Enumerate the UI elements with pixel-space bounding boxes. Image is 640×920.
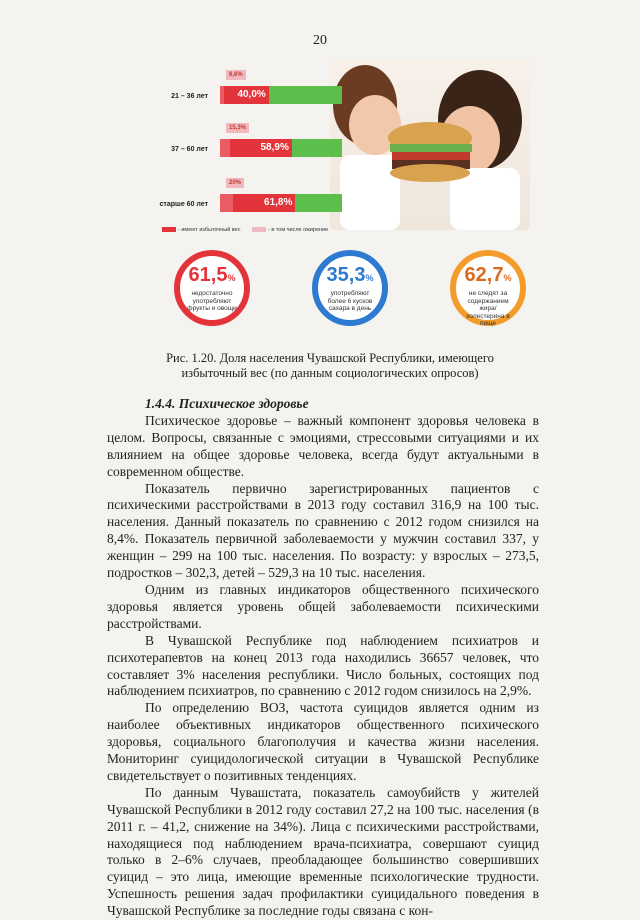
figure-caption: [120, 351, 540, 381]
legend-swatch-overweight: [162, 227, 176, 232]
bar-track: [220, 194, 342, 212]
overweight-bar: 58,9%: [220, 139, 292, 157]
caption-line: избыточный вес (по данным социологических опросов): [181, 366, 479, 380]
obesity-bar: [220, 86, 224, 104]
age-group-label: старше 60 лет: [159, 201, 208, 208]
stat-circle-sugar: [312, 250, 388, 326]
paragraph: По определению ВОЗ, частота суицидов является одним из наиболее объективных индикаторов общественного психического здоровья, социального благополучия и качества жизни населения. Мониторинг суицидологической ситуации в Чувашской Республике свидетельствует о позитивных тенденциях.: [107, 700, 539, 783]
age-group-label: 21 – 36 лет: [171, 93, 208, 100]
stat-circle-fruits: [174, 250, 250, 326]
statistics-circles: [160, 250, 550, 330]
chart-legend: [162, 227, 402, 233]
bar-track: [220, 86, 342, 104]
stat-circle-fat: [450, 250, 526, 326]
photo-women-burger: [330, 60, 530, 230]
bar-row: [120, 70, 350, 110]
overweight-bar: 61,8%: [220, 194, 295, 212]
legend-text-obesity: - в том числе ожирение: [268, 227, 329, 233]
photo-illustration: [330, 60, 530, 230]
obesity-bar: [220, 194, 233, 212]
figure-overweight: [120, 60, 540, 330]
stat-value: 62,7%: [464, 264, 512, 286]
bar-row: [120, 123, 350, 163]
stat-value: 35,3%: [326, 264, 374, 286]
age-group-label: 37 – 60 лет: [171, 146, 208, 153]
bar-row: [120, 178, 350, 218]
caption-line: Рис. 1.20. Доля населения Чувашской Республики, имеющего: [166, 351, 494, 365]
legend-swatch-obesity: [252, 227, 266, 232]
section-content: [107, 396, 539, 920]
obesity-bar: [220, 139, 230, 157]
page-number: 20: [313, 33, 327, 48]
stat-description: не следят за содержанием жира/холестерина в пище: [466, 290, 510, 327]
overweight-bar-chart: [120, 70, 350, 240]
stat-description: недостаточно употребляют фрукты и овощи: [187, 290, 237, 312]
section-title: 1.4.4. Психическое здоровье: [145, 396, 309, 411]
bar-track: [220, 139, 342, 157]
overweight-bar: 40,0%: [220, 86, 269, 104]
paragraph: Одним из главных индикаторов общественного психического здоровья является уровень общей заболеваемости психическими расстройствами.: [107, 581, 539, 631]
paragraph: В Чувашской Республике под наблюдением психиатров и психотерапевтов на конец 2013 года находились 36657 человек, что составляет 3% населения республики. Число больных, состоящих под наблюдением психиатров, по сравнению с 2012 годом снизилось на 2,9%.: [107, 632, 539, 699]
obesity-value-tag: 15,3%: [226, 123, 249, 133]
legend-text-overweight: - имеют избыточный вес: [178, 227, 241, 233]
paragraph: Психическое здоровье – важный компонент здоровья человека в целом. Вопросы, связанные с эмоциями, стрессовыми ситуациями и их влиянием на общее здоровье человека, всегда будут актуальными в современном обществе.: [107, 412, 539, 479]
legend-obesity: [252, 227, 328, 233]
obesity-value-tag: 20%: [226, 178, 244, 188]
stat-description: употребляют более 6 кусков сахара в день: [327, 290, 373, 312]
paragraph: По данным Чувашстата, показатель самоубийств у жителей Чувашской Республики в 2012 году составил 27,2 на 100 тыс. населения (в 2011 г. – 41,2, снижение на 34%). Лица с психическими расстройствами, находящиеся под наблюдением врача-психиатра, совершают суицид только в 2–6% случаев, преобладающее большинство совершивших суицид – это лица, имеющие временные психологические трудности. Успешность решения задач профилактики суицидального поведения в Чувашской Республике за последние годы связана с кон-: [107, 784, 539, 919]
obesity-value-tag: 6,6%: [226, 70, 246, 80]
paragraph: Показатель первично зарегистрированных пациентов с психическими расстройствами в 2013 году составил 316,9 на 100 тыс. населения. Данный показатель по сравнению с 2012 годом снизился на 8,4%. Показатель первичной заболеваемости у мужчин составил 337, у женщин – 299 на 100 тыс. населения. По возрасту: у взрослых – 273,5, подростков – 302,3, детей – 529,3 на 10 тыс. населения.: [107, 480, 539, 581]
legend-overweight: [162, 227, 240, 233]
stat-value: 61,5%: [188, 264, 236, 286]
